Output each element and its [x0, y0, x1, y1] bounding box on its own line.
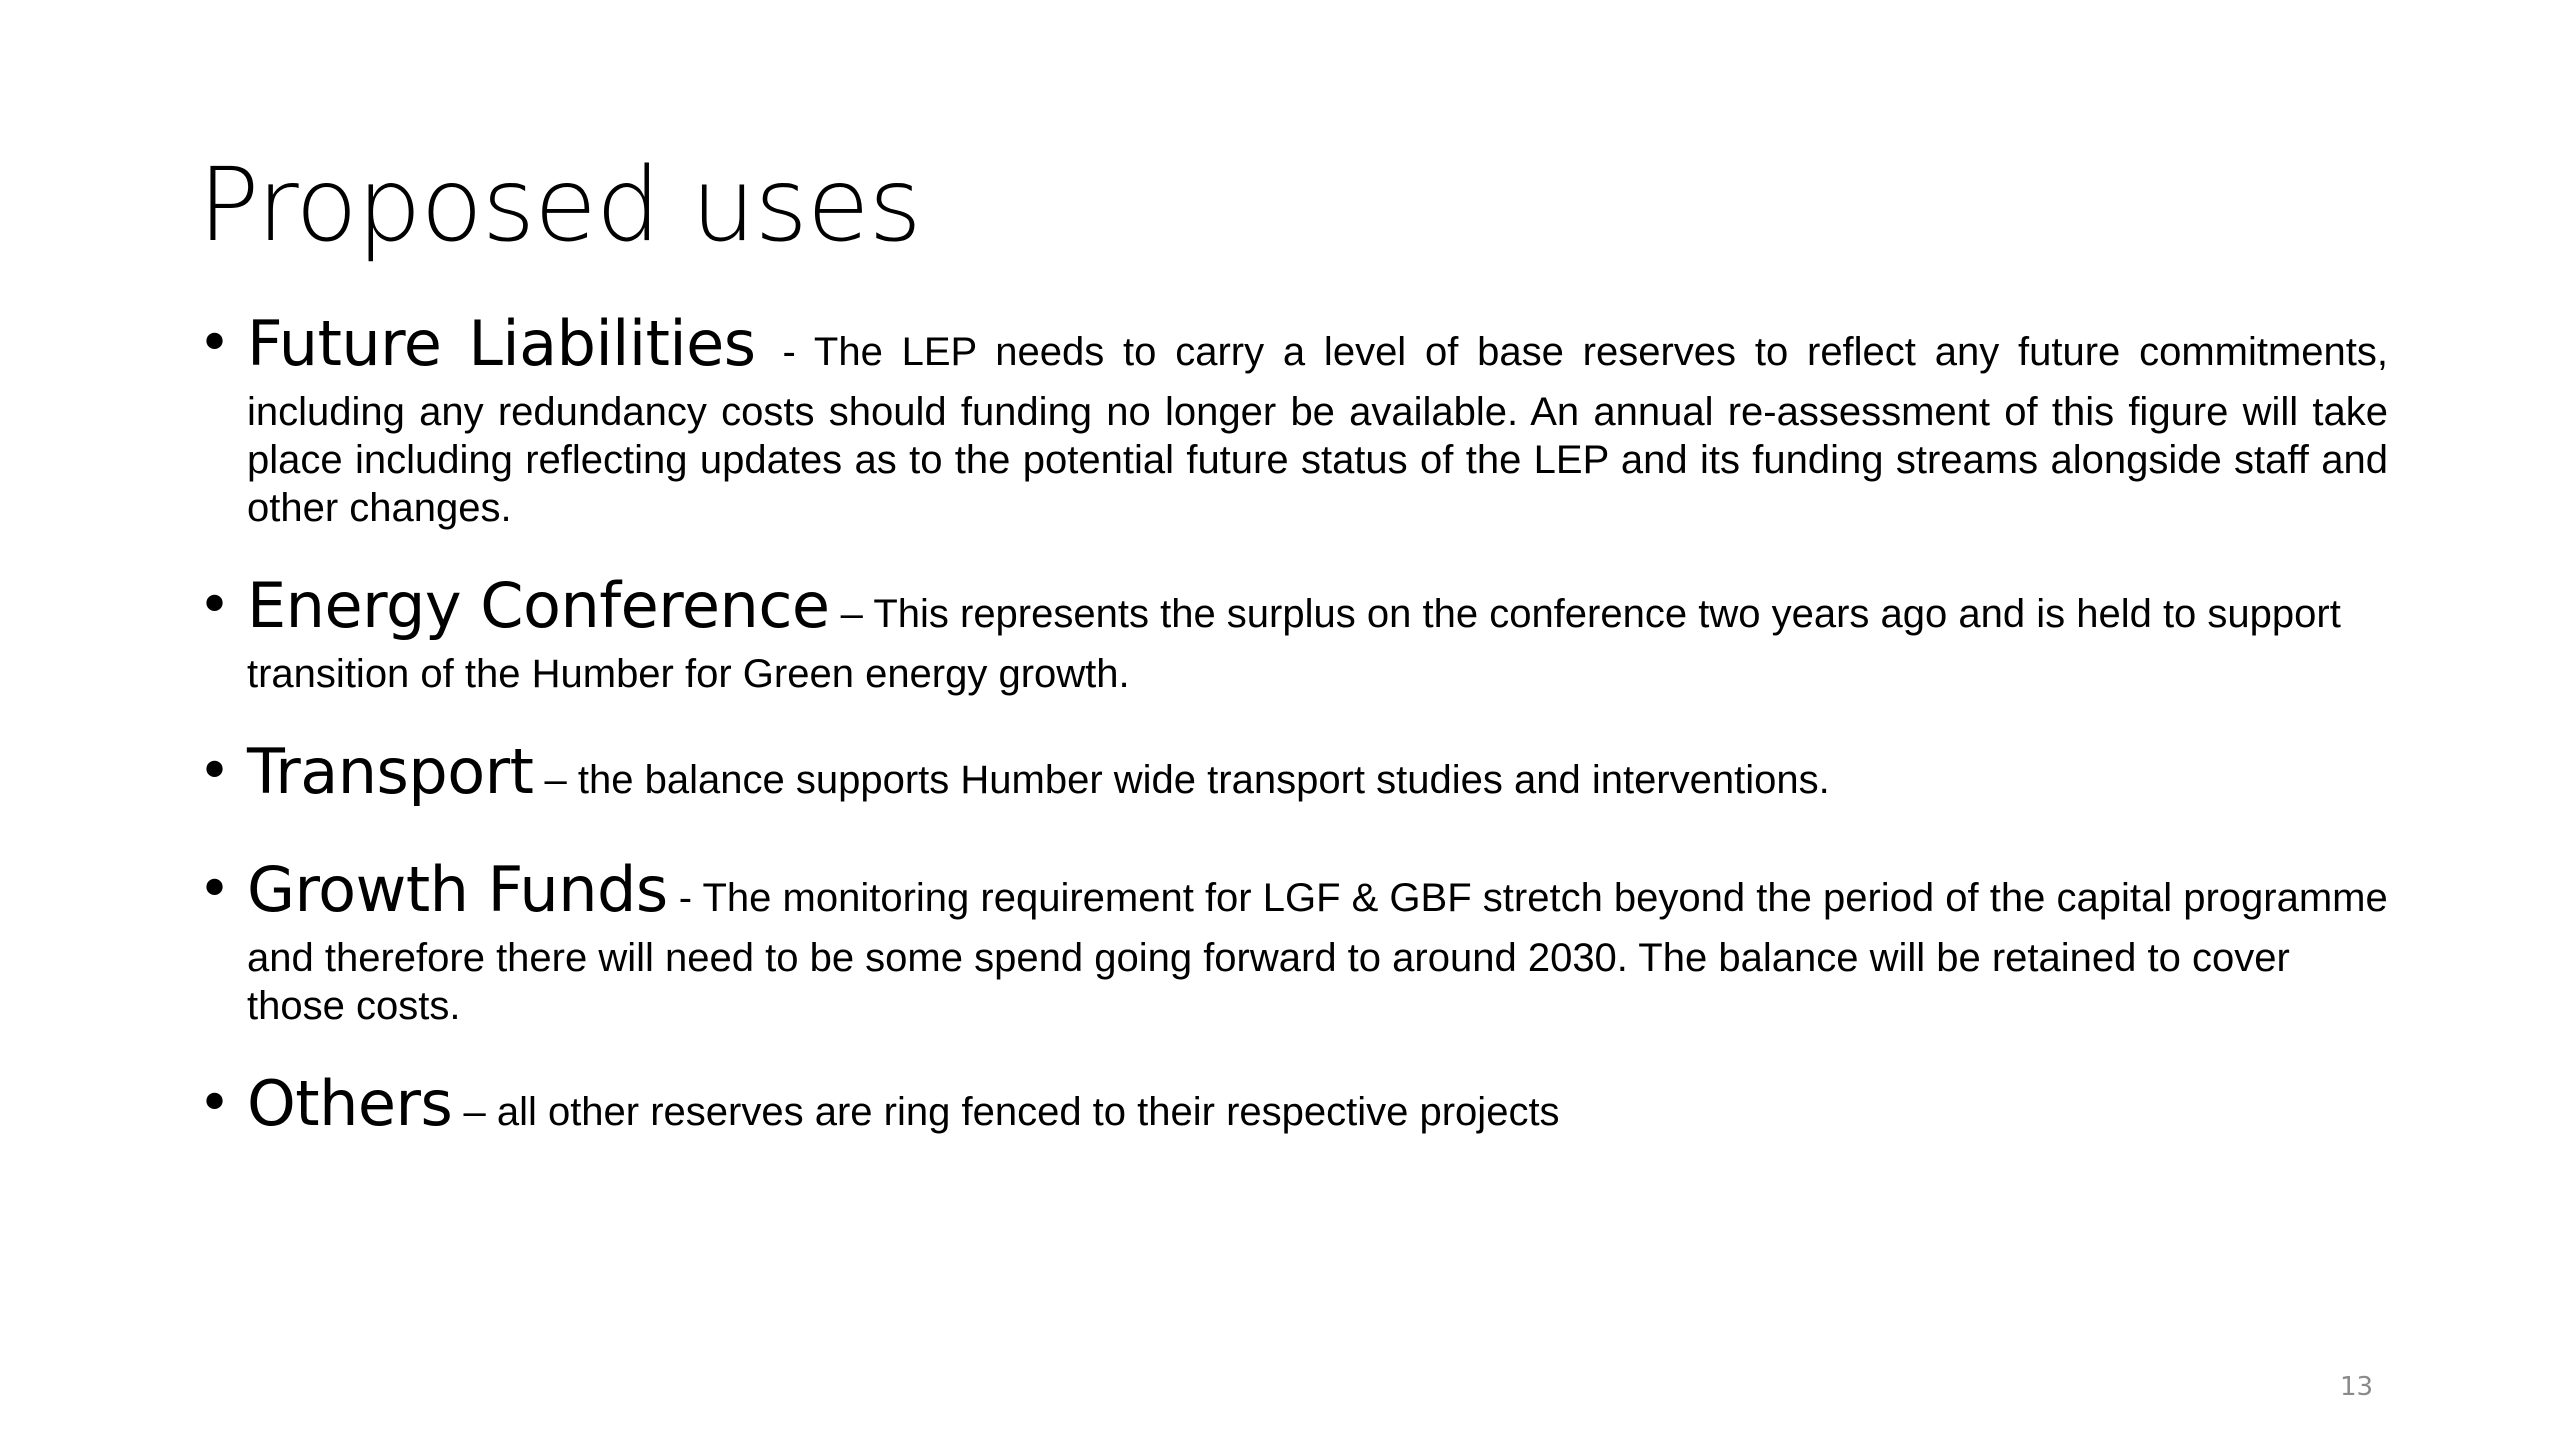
page-number: 13	[2340, 1372, 2374, 1402]
bullet-list	[198, 300, 2388, 1178]
bullet-text: – the balance supports Humber wide transport studies and interventions.	[533, 758, 1830, 802]
bullet-marker: •	[198, 857, 232, 922]
bullet-marker: •	[198, 573, 232, 638]
bullet-heading: Future Liabilities	[247, 307, 783, 380]
bullet-text: – This represents the surplus on the conference two years ago and is held to support transition of the Humber for Green energy growth.	[247, 592, 2341, 696]
bullet-text: - The monitoring requirement for LGF & GBF stretch beyond the period of the capital programme and therefore there will need to be some spend going forward to around 2030. The balance will be retained to cover those costs.	[247, 876, 2388, 1028]
bullet-marker: •	[198, 1071, 232, 1136]
bullet-marker: •	[198, 311, 232, 376]
bullet-growth-funds	[198, 846, 2388, 1030]
bullet-text: – all other reserves are ring fenced to their respective projects	[452, 1090, 1560, 1134]
slide-title: Proposed uses	[198, 146, 921, 265]
bullet-marker: •	[198, 739, 232, 804]
bullet-heading: Growth Funds	[247, 853, 668, 926]
bullet-others	[198, 1060, 2388, 1148]
bullet-heading: Energy Conference	[247, 569, 830, 642]
bullet-text: - The LEP needs to carry a level of base reserves to reflect any future commitments, including any redundancy costs should funding no longer be available. An annual re-assessment of this figure will take place including reflecting updates as to the potential future status of the LEP and its funding streams alongside staff and other changes.	[247, 330, 2389, 530]
bullet-heading: Transport	[247, 735, 534, 808]
bullet-future-liabilities	[198, 300, 2388, 532]
bullet-heading: Others	[247, 1067, 453, 1140]
bullet-transport	[198, 728, 2388, 816]
bullet-energy-conference	[198, 562, 2388, 698]
